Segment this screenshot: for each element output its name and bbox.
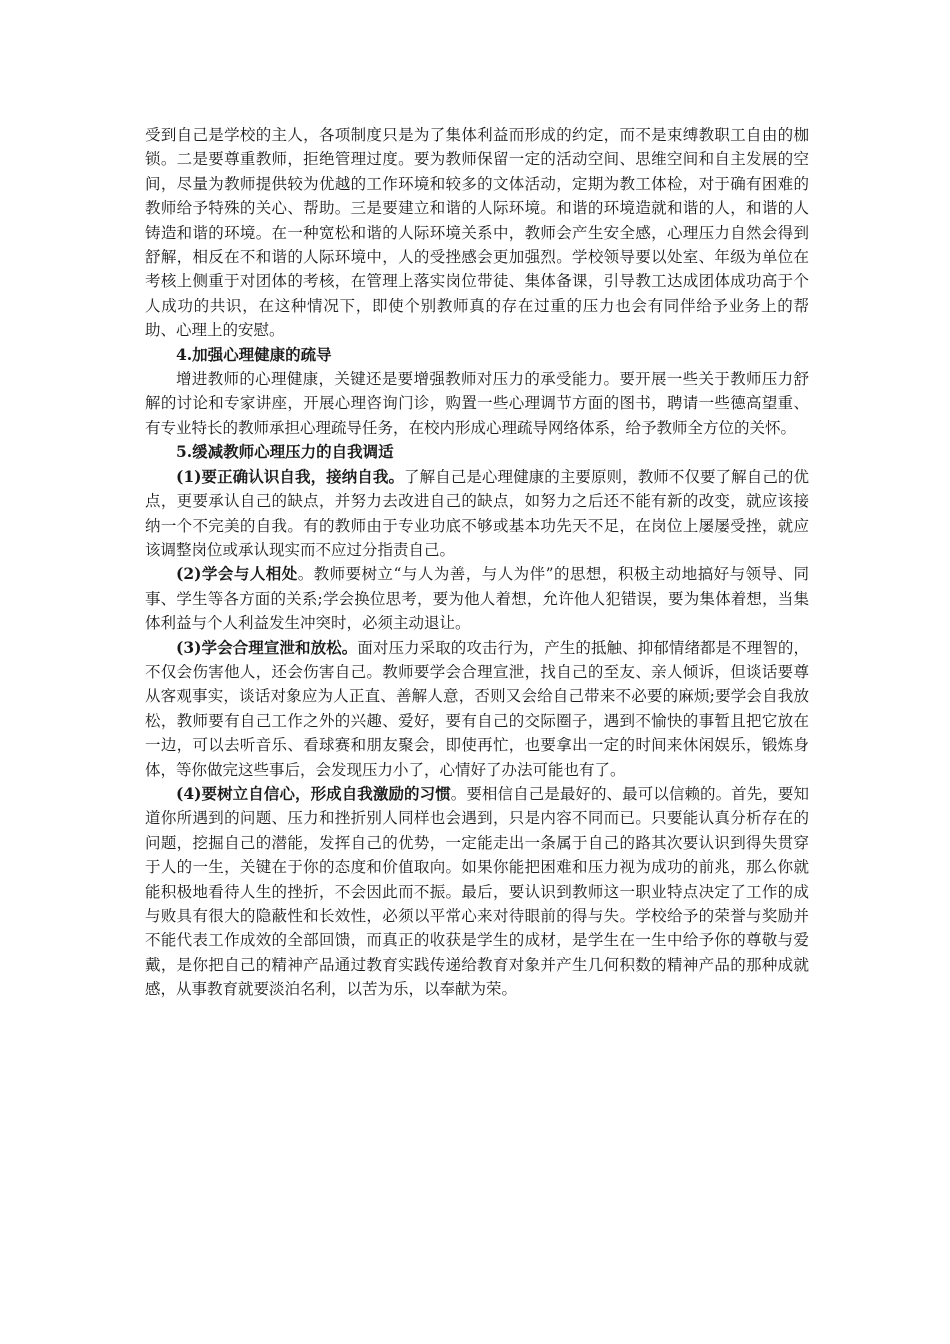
paragraph-psych-guidance: 增进教师的心理健康，关键还是要增强教师对压力的承受能力。要开展一些关于教师压力舒解的讨论和专家讲座，开展心理咨询门诊，购置一些心理调节方面的图书，聘请一些德高望重、有专业特长的教师承担心理疏导任务，在校内形成心理疏导网络体系，给予教师全方位的关怀。 [145,370,809,437]
subsection-1-body: 了解自己是心理健康的主要原则，教师不仅要了解自己的优点，更要承认自己的缺点，并努力去改进自己的缺点，如努力之后还不能有新的改变，就应该接纳一个不完美的自我。有的教师由于专业功底不够或基本功先天不足，在岗位上屡屡受挫，就应该调整岗位或承认现实而不应过分指责自己。 [145,467,809,559]
subsection-2-lead: (2)学会与人相处 [176,564,298,584]
subsection-3-lead: (3)学会合理宣泄和放松。 [176,637,358,657]
subsection-2-body: 。教师要树立“与人为善，与人为伴”的思想，积极主动地搞好与领导、同事、学生等各方面的关系;学会换位思考，要为他人着想，允许他人犯错误，要为集体着想，当集体利益与个人利益发生冲突时，必须主动退让。 [145,565,809,633]
subsection-4 [145,782,809,1002]
subsection-3 [145,636,809,782]
document-page [145,123,809,1002]
section-heading-4: 4.加强心理健康的疏导 [176,344,332,364]
section-heading-5: 5.缓减教师心理压力的自我调适 [176,442,394,462]
subsection-1 [145,465,809,563]
paragraph-continuation: 受到自己是学校的主人，各项制度只是为了集体利益而形成的约定，而不是束缚教职工自由的枷锁。二是要尊重教师，拒绝管理过度。要为教师保留一定的活动空间、思维空间和自主发展的空间，尽量为教师提供较为优越的工作环境和较多的文体活动，定期为教工体检，对于确有困难的教师给予特殊的关心、帮助。三是要建立和谐的人际环境。和谐的环境造就和谐的人，和谐的人铸造和谐的环境。在一种宽松和谐的人际环境关系中，教师会产生安全感，心理压力自然会得到舒解，相反在不和谐的人际环境中，人的受挫感会更加强烈。学校领导要以处室、年级为单位在考核上侧重于对团体的考核，在管理上落实岗位带徒、集体备课，引导教工达成团体成功高于个人成功的共识，在这种情况下，即使个别教师真的存在过重的压力也会有同伴给予业务上的帮助、心理上的安慰。 [145,126,809,340]
subsection-4-body: 。要相信自己是最好的、最可以信赖的。首先，要知道你所遇到的问题、压力和挫折别人同样也会遇到，只是内容不同而已。只要能认真分析存在的问题，挖掘自己的潜能，发挥自己的优势，一定能走出一条属于自己的路其次要认识到得失贯穿于人的一生，关键在于你的态度和价值取向。如果你能把困难和压力视为成功的前兆，那么你就能积极地看待人生的挫折，不会因此而不振。最后，要认识到教师这一职业特点决定了工作的成与败具有很大的隐蔽性和长效性，必须以平常心来对待眼前的得与失。学校给予的荣誉与奖励并不能代表工作成效的全部回馈，而真正的收获是学生的成材，是学生在一生中给予你的尊敬与爱戴，是你把自己的精神产品通过教育实践传递给教育对象并产生几何积数的精神产品的那种成就感，从事教育就要淡泊名利，以苦为乐，以奉献为荣。 [145,784,809,999]
subsection-2 [145,562,809,635]
subsection-4-lead: (4)要树立自信心，形成自我激励的习惯 [176,783,451,803]
subsection-3-body: 面对压力采取的攻击行为，产生的抵触、抑郁情绪都是不理智的，不仅会伤害他人，还会伤害自己。教师要学会合理宣泄，找自己的至友、亲人倾诉，但谈话要尊从客观事实，谈话对象应为人正直、善解人意，否则又会给自己带来不必要的麻烦;要学会自我放松，教师要有自己工作之外的兴趣、爱好，要有自己的交际圈子，遇到不愉快的事暂且把它放在一边，可以去听音乐、看球赛和朋友聚会，即使再忙，也要拿出一定的时间来休闲娱乐，锻炼身体，等你做完这些事后，会发现压力小了，心情好了办法可能也有了。 [145,638,809,779]
subsection-1-lead: (1)要正确认识自我，接纳自我。 [176,466,405,486]
